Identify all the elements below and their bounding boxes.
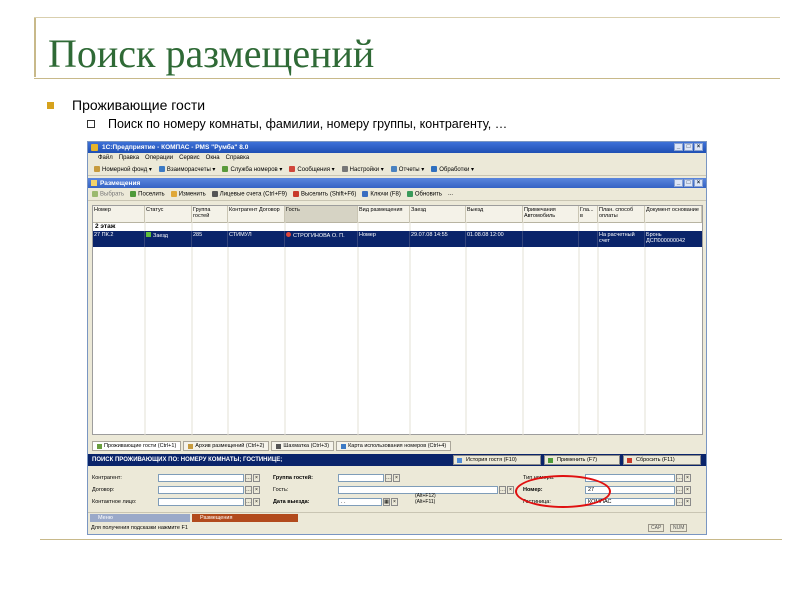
- slide-top-rule: [34, 17, 780, 18]
- bullet-level1-text: Проживающие гости: [72, 97, 206, 113]
- status-bar: [88, 523, 706, 533]
- accounts-button[interactable]: Лицевые счета (Ctrl+F9): [212, 191, 287, 198]
- check-in-button[interactable]: Поселить: [130, 191, 165, 198]
- close-button[interactable]: ×: [694, 143, 703, 151]
- table-header: [93, 206, 702, 223]
- menu-operations[interactable]: Операции: [145, 155, 174, 161]
- placements-toolbar: [88, 188, 706, 201]
- keys-icon: [362, 191, 368, 197]
- task-placements[interactable]: Размещения: [192, 514, 298, 522]
- table-row[interactable]: [93, 231, 702, 247]
- menu-service[interactable]: Сервис: [179, 155, 200, 161]
- app-titlebar: [88, 142, 706, 153]
- contract-field[interactable]: [158, 486, 244, 494]
- search-header-text: ПОИСК ПРОЖИВАЮЩИХ ПО: НОМЕРУ КОМНАТЫ; ГОСТИНИЦЕ;: [92, 457, 283, 463]
- cell-room: 27 ПК.2: [93, 231, 145, 247]
- group-field[interactable]: [338, 474, 384, 482]
- refresh-icon: [407, 191, 413, 197]
- menu-windows[interactable]: Окна: [205, 155, 220, 161]
- slide-title-rule: [34, 78, 780, 79]
- placements-title: Размещения: [100, 179, 141, 187]
- maximize-button[interactable]: □: [684, 143, 693, 151]
- contract-label: Договор:: [92, 487, 115, 493]
- window-controls: [674, 143, 703, 151]
- guest-label: Гость:: [273, 487, 289, 493]
- departure-date-label: Дата выезда:: [273, 499, 310, 505]
- group-label: Группа гостей:: [273, 475, 314, 481]
- check-out-button[interactable]: Выселить (Shift+F6): [293, 191, 356, 198]
- toolbar-processing[interactable]: Обработки ▾: [431, 166, 474, 173]
- chessboard-tab-icon: [276, 444, 281, 449]
- col-group[interactable]: Группа гостей: [192, 206, 228, 222]
- settings-icon: [342, 166, 348, 172]
- bullet-level1: [47, 97, 205, 113]
- hotel-label: Гостиница:: [523, 499, 551, 505]
- toolbar-room-fund[interactable]: Номерной фонд ▾: [94, 166, 152, 173]
- room-fund-icon: [94, 166, 100, 172]
- guest-person-icon: [286, 232, 291, 237]
- hotel-field[interactable]: КОМПАС: [585, 498, 675, 506]
- shortcut-hint-1: (Alt+F12): [415, 493, 436, 499]
- tab-chessboard[interactable]: Шахматка (Ctrl+3): [271, 441, 334, 451]
- contact-select-button[interactable]: …: [246, 499, 251, 505]
- col-checkin[interactable]: Заезд: [410, 206, 466, 222]
- app-window: [87, 141, 707, 535]
- cell-checkin: 29.07.08 14:55: [410, 231, 466, 247]
- check-in-icon: [130, 191, 136, 197]
- app-logo-icon: [91, 144, 98, 151]
- inner-minimize-button[interactable]: _: [674, 179, 683, 187]
- col-contragent[interactable]: Контрагент Договор: [228, 206, 285, 222]
- inner-window-controls: [674, 179, 703, 187]
- apply-button[interactable]: Применить (F7): [544, 455, 620, 465]
- col-placement-type[interactable]: Вид размещения: [358, 206, 410, 222]
- document-icon: [91, 180, 97, 186]
- room-label: Номер:: [523, 487, 543, 493]
- toolbar-room-service[interactable]: Служба номеров ▾: [222, 166, 282, 173]
- col-main[interactable]: Гла... в: [579, 206, 598, 222]
- highlight-ellipse: [515, 475, 611, 508]
- cell-main: [579, 231, 598, 247]
- more-button[interactable]: ...: [448, 191, 454, 197]
- contract-clear-button[interactable]: ×: [253, 486, 260, 494]
- departure-date-field[interactable]: . .: [338, 498, 382, 506]
- refresh-button[interactable]: Обновить: [407, 191, 442, 198]
- cell-placement-type: Номер: [358, 231, 410, 247]
- slide-accent-line: [34, 17, 36, 77]
- select-icon: [92, 191, 98, 197]
- num-indicator: NUM: [670, 524, 687, 532]
- slide-title: Поиск размещений: [48, 31, 375, 76]
- toolbar-messages[interactable]: Сообщения ▾: [289, 166, 334, 173]
- edit-icon: [171, 191, 177, 197]
- toolbar-settings[interactable]: Настройки ▾: [342, 166, 384, 173]
- guest-clear-button[interactable]: ×: [507, 486, 514, 494]
- cell-status: Заезд: [145, 231, 192, 247]
- window-taskbar: [88, 512, 706, 523]
- toolbar-reports[interactable]: Отчеты ▾: [391, 166, 424, 173]
- departure-clear-button[interactable]: ×: [391, 498, 398, 506]
- cell-payment: На расчетный счет: [598, 231, 645, 247]
- shortcut-hint-2: (Alt+F11): [415, 499, 436, 505]
- room-service-icon: [222, 166, 228, 172]
- edit-button[interactable]: Изменить: [171, 191, 206, 198]
- settlements-icon: [159, 166, 165, 172]
- col-payment[interactable]: План. способ оплаты: [598, 206, 645, 222]
- tab-room-usage-map[interactable]: Карта использования номеров (Ctrl+4): [336, 441, 451, 451]
- tab-current-guests[interactable]: Проживающие гости (Ctrl+1): [92, 441, 181, 451]
- status-hint: Для получения подсказки нажмите F1: [91, 525, 188, 531]
- hotel-clear-button[interactable]: ×: [684, 498, 691, 506]
- cell-contragent: СТИМУЛ: [228, 231, 285, 247]
- table-gridlines: [93, 222, 702, 436]
- bullet-level2-text: Поиск по номеру комнаты, фамилии, номеру группы, контрагенту, …: [108, 117, 508, 131]
- select-button[interactable]: Выбрать: [92, 191, 124, 198]
- processing-icon: [431, 166, 437, 172]
- inner-maximize-button[interactable]: □: [684, 179, 693, 187]
- room-clear-button[interactable]: ×: [684, 486, 691, 494]
- menu-edit[interactable]: Правка: [118, 155, 140, 161]
- task-menu[interactable]: Меню: [90, 514, 190, 522]
- tab-placements-archive[interactable]: Архив размещений (Ctrl+2): [183, 441, 269, 451]
- accounts-icon: [212, 191, 218, 197]
- contact-person-field[interactable]: [158, 498, 244, 506]
- col-room[interactable]: Номер: [93, 206, 145, 222]
- placements-titlebar: [88, 178, 706, 188]
- archive-tab-icon: [188, 444, 193, 449]
- room-select-button[interactable]: …: [677, 487, 682, 493]
- main-toolbar: [88, 163, 706, 176]
- placements-table[interactable]: [92, 205, 703, 435]
- room-type-label: Тип номера:: [523, 475, 555, 481]
- room-map-tab-icon: [341, 444, 346, 449]
- group-row-floor[interactable]: 2 этаж: [95, 223, 116, 230]
- col-status[interactable]: Статус: [145, 206, 192, 222]
- reports-icon: [391, 166, 397, 172]
- guest-select-button[interactable]: …: [500, 487, 505, 493]
- group-select-button[interactable]: …: [386, 475, 391, 481]
- square-bullet-icon: [47, 102, 54, 109]
- col-notes[interactable]: Примечания Автомобиль: [523, 206, 579, 222]
- apply-icon: [548, 458, 553, 463]
- room-type-select-button[interactable]: …: [677, 475, 682, 481]
- contragent-clear-button[interactable]: ×: [253, 474, 260, 482]
- guest-history-button[interactable]: История гостя (F10): [453, 455, 541, 465]
- check-out-icon: [293, 191, 299, 197]
- app-title: 1С:Предприятие - КОМПАС - PMS "Румба" 8.0: [102, 144, 249, 151]
- caps-indicator: CAP: [648, 524, 664, 532]
- contragent-label: Контрагент:: [92, 475, 122, 481]
- inner-close-button[interactable]: ×: [694, 179, 703, 187]
- calendar-icon[interactable]: ▦: [384, 499, 389, 505]
- bullet-level2: [87, 117, 507, 131]
- menubar: [88, 153, 706, 163]
- cell-notes: [523, 231, 579, 247]
- toolbar-settlements[interactable]: Взаиморасчеты ▾: [159, 166, 216, 173]
- menu-file[interactable]: Файл: [98, 155, 113, 161]
- cell-document: Бронь ДСП000000042: [646, 232, 686, 244]
- menu-help[interactable]: Справка: [225, 155, 250, 161]
- slide-bottom-rule: [40, 539, 782, 540]
- contract-select-button[interactable]: …: [246, 487, 251, 493]
- minimize-button[interactable]: _: [674, 143, 683, 151]
- col-document[interactable]: Документ основание: [645, 206, 702, 222]
- contact-person-label: Контактное лицо:: [92, 499, 137, 505]
- search-header: [88, 454, 706, 466]
- group-clear-button[interactable]: ×: [393, 474, 400, 482]
- hotel-select-button[interactable]: …: [677, 499, 682, 505]
- room-type-clear-button[interactable]: ×: [684, 474, 691, 482]
- contragent-select-button[interactable]: …: [246, 475, 251, 481]
- cell-checkout: 01.08.08 12:00: [466, 231, 523, 247]
- contragent-field[interactable]: [158, 474, 244, 482]
- col-guest[interactable]: Гость: [285, 206, 358, 222]
- cell-guest: СТРОГИНОВА О. П.: [285, 231, 358, 247]
- guests-tab-icon: [97, 444, 102, 449]
- reset-icon: [627, 458, 632, 463]
- col-checkout[interactable]: Выезд: [466, 206, 523, 222]
- room-field[interactable]: 27: [585, 486, 675, 494]
- view-tabs: [92, 441, 451, 451]
- messages-icon: [289, 166, 295, 172]
- reset-button[interactable]: Сбросить (F11): [623, 455, 701, 465]
- contact-clear-button[interactable]: ×: [253, 498, 260, 506]
- checkin-status-icon: [146, 232, 151, 237]
- cell-group: 285: [192, 231, 228, 247]
- keys-button[interactable]: Ключи (F8): [362, 191, 401, 198]
- hollow-square-bullet-icon: [87, 120, 95, 128]
- history-icon: [457, 458, 462, 463]
